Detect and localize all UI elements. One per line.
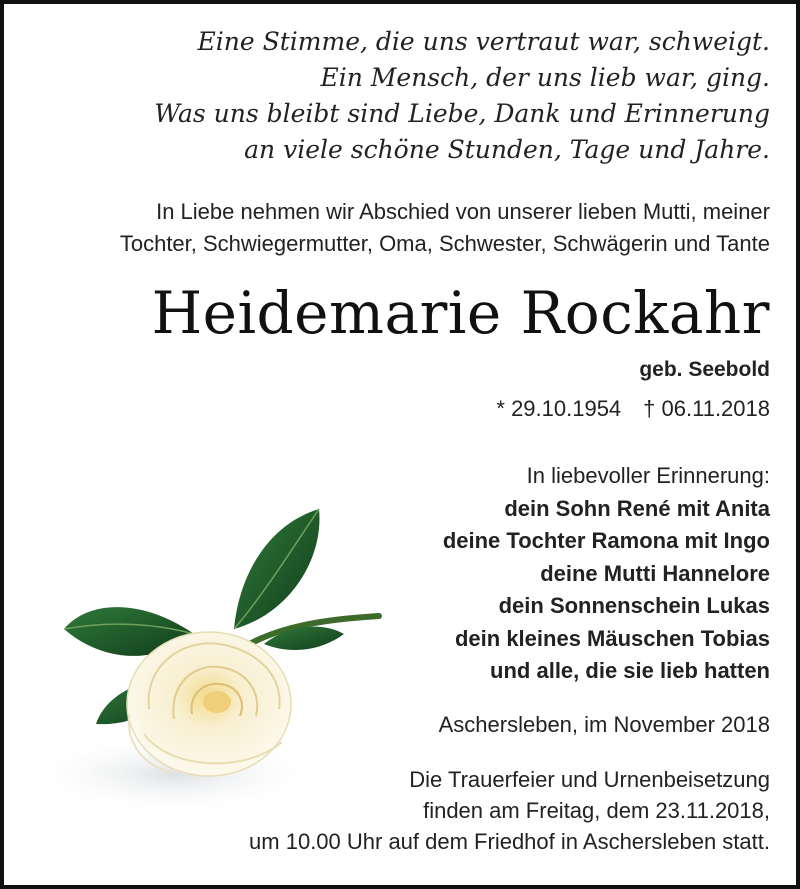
intro-line: In Liebe nehmen wir Abschied von unserer lieben Mutti, meiner bbox=[156, 199, 770, 224]
farewell-intro bbox=[120, 196, 770, 260]
funeral-line: finden am Freitag, dem 23.11.2018, bbox=[423, 798, 770, 823]
poem-line: Eine Stimme, die uns vertraut war, schweigt. bbox=[197, 27, 770, 56]
mourner-line: dein Sonnenschein Lukas bbox=[498, 593, 770, 618]
mourner-line: deine Tochter Ramona mit Ingo bbox=[442, 528, 770, 553]
birth-date: * 29.10.1954 bbox=[496, 396, 622, 421]
mourners-heading: In liebevoller Erinnerung: bbox=[526, 463, 770, 488]
death-date: † 06.11.2018 bbox=[643, 396, 770, 421]
poem-line: an viele schöne Stunden, Tage und Jahre. bbox=[244, 135, 770, 164]
mourners-list bbox=[443, 460, 770, 688]
deceased-name: Heidemarie Rockahr bbox=[151, 279, 770, 347]
mourner-line: und alle, die sie lieb hatten bbox=[490, 658, 770, 683]
mourner-line: deine Mutti Hannelore bbox=[540, 560, 770, 586]
funeral-info bbox=[249, 764, 770, 857]
mourner-line: dein Sohn René mit Anita bbox=[504, 495, 770, 521]
place-and-date: Aschersleben, im November 2018 bbox=[438, 712, 770, 737]
mourner-line: dein kleines Mäuschen Tobias bbox=[454, 625, 770, 651]
funeral-line: Die Trauerfeier und Urnenbeisetzung bbox=[409, 767, 770, 792]
life-dates bbox=[496, 394, 770, 424]
poem-line: Was uns bleibt sind Liebe, Dank und Erinnerung bbox=[154, 99, 770, 128]
intro-line: Tochter, Schwiegermutter, Oma, Schwester, Schwägerin und Tante bbox=[119, 231, 770, 256]
funeral-line: um 10.00 Uhr auf dem Friedhof in Aschersleben statt. bbox=[249, 829, 770, 854]
maiden-name: geb. Seebold bbox=[639, 358, 770, 381]
memorial-poem bbox=[154, 24, 770, 168]
poem-line: Ein Mensch, der uns lieb war, ging. bbox=[320, 63, 770, 92]
